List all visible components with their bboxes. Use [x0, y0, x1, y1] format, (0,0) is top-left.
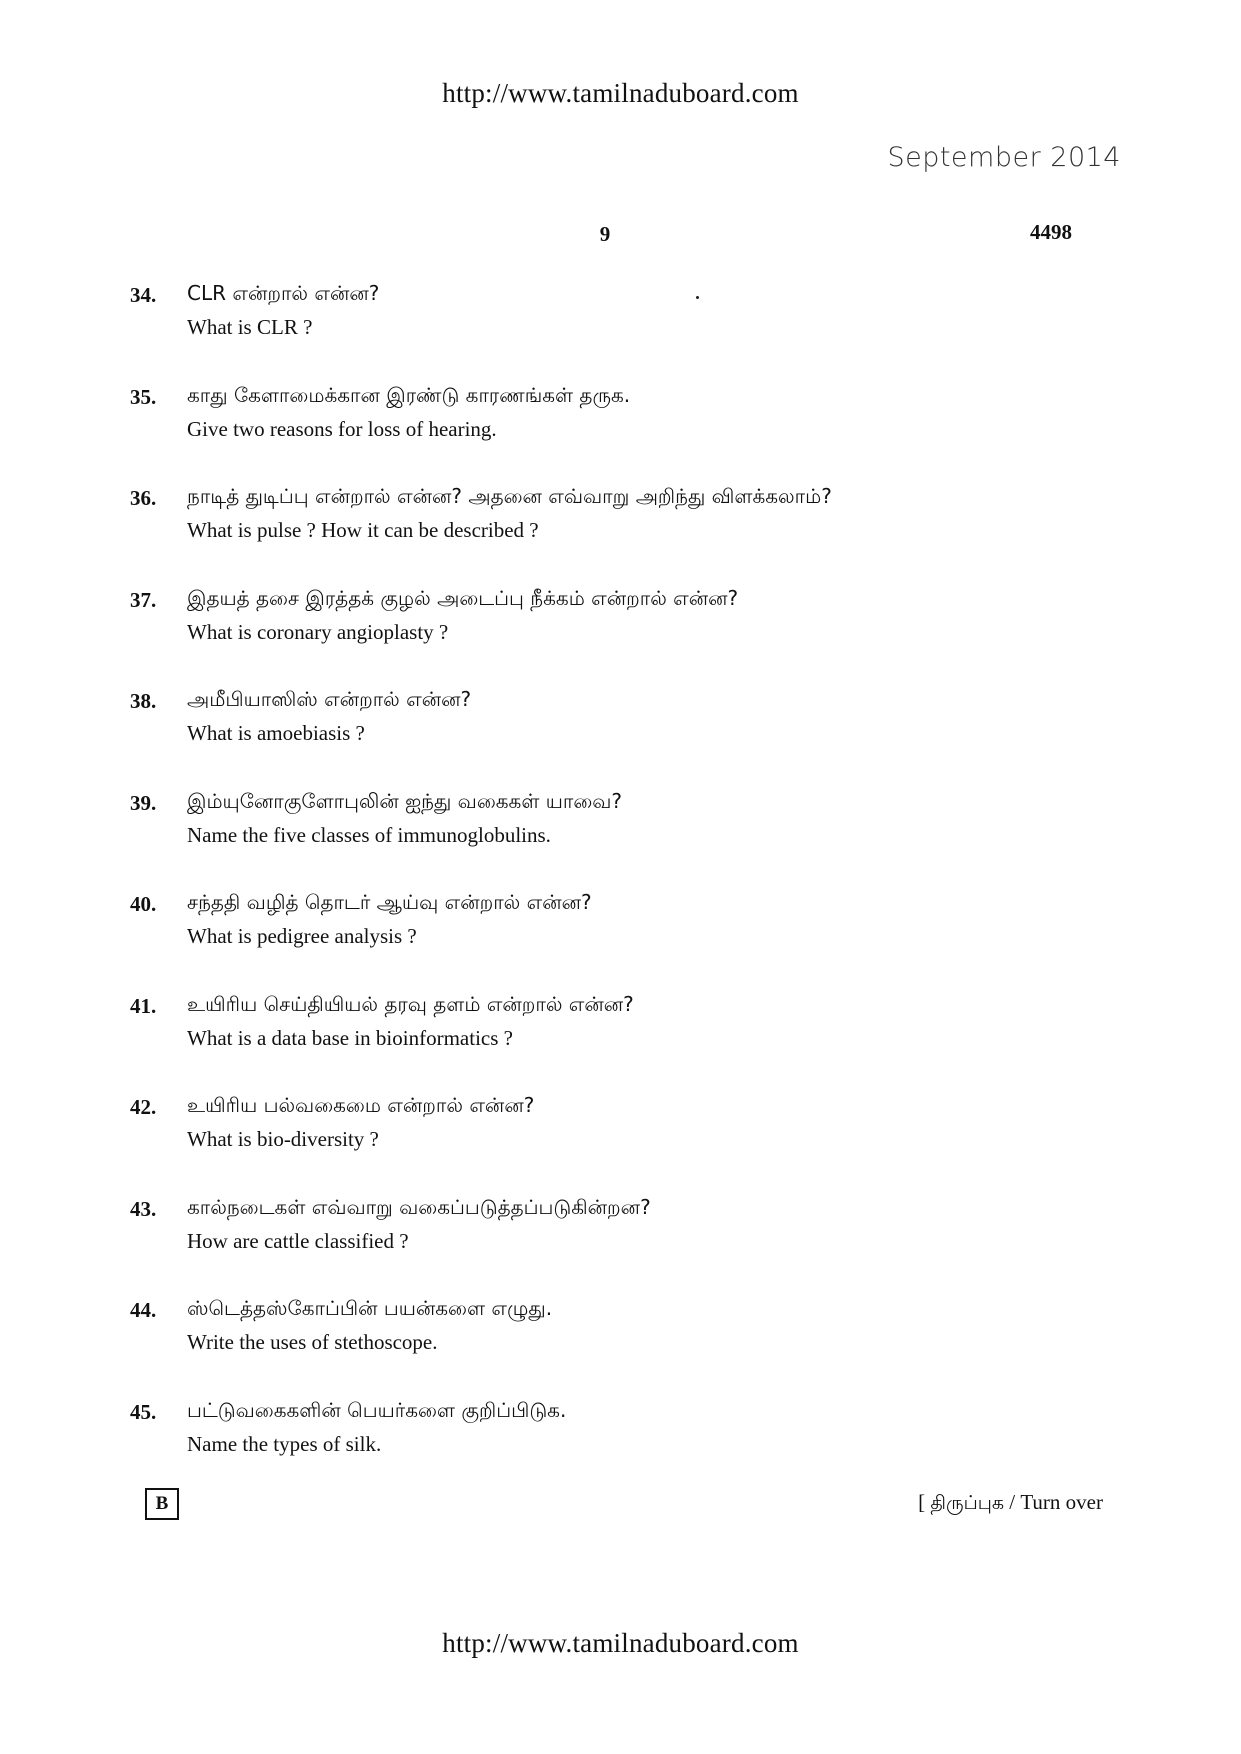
footer-url: http://www.tamilnaduboard.com [442, 1628, 799, 1658]
question-item [130, 283, 1110, 385]
question-item [130, 585, 1110, 690]
page-number: 9 [599, 222, 611, 246]
question-item [130, 689, 1110, 791]
question-item [130, 382, 1110, 487]
question-english: What is a data base in bioinformatics ? [187, 1025, 513, 1050]
question-item [130, 1397, 1110, 1502]
question-english: What is pulse ? How it can be described ? [187, 518, 539, 542]
question-tamil: உயிரிய செய்தியியல் தரவு தளம் என்றால் என்ன? [187, 991, 634, 1016]
question-item [130, 892, 1110, 994]
question-number: 45. [130, 1399, 157, 1424]
question-number: 37. [130, 587, 157, 612]
question-number: 38. [130, 689, 157, 713]
question-tamil: கால்நடைகள் எவ்வாறு வகைப்படுத்தப்படுகின்றன? [187, 1194, 651, 1219]
turn-over-separator: / [1004, 1490, 1021, 1514]
question-english: Give two reasons for loss of hearing. [187, 416, 497, 441]
question-english: What is amoebiasis ? [187, 721, 365, 745]
question-item [130, 788, 1110, 893]
question-tamil: அமீபியாஸிஸ் என்றால் என்ன? [187, 687, 472, 711]
question-english: Name the five classes of immunoglobulins. [187, 822, 551, 847]
question-tamil: இம்யுனோகுளோபுலின் ஐந்து வகைகள் யாவை? [187, 788, 623, 813]
question-number: 36. [130, 486, 157, 510]
question-number: 42. [130, 1095, 157, 1119]
turn-over-tamil: திருப்புக [930, 1492, 1004, 1514]
question-tamil: நாடித் துடிப்பு என்றால் என்ன? அதனை எவ்வாறு அறிந்து விளக்கலாம்? [187, 484, 832, 508]
question-tamil: ஸ்டெத்தஸ்கோப்பின் பயன்களை எழுது. [187, 1296, 553, 1320]
question-item [130, 1298, 1110, 1400]
question-english: Write the uses of stethoscope. [187, 1330, 438, 1354]
turn-over-english: Turn over [1020, 1490, 1103, 1514]
question-item [130, 991, 1110, 1096]
question-list [130, 283, 1110, 1501]
question-english: How are cattle classified ? [187, 1228, 409, 1253]
header-url: http://www.tamilnaduboard.com [442, 78, 799, 108]
question-number: 39. [130, 790, 157, 815]
question-english: Name the types of silk. [187, 1431, 382, 1456]
question-number: 41. [130, 993, 157, 1018]
question-number: 40. [130, 892, 157, 916]
question-tamil: இதயத் தசை இரத்தக் குழல் அடைப்பு நீக்கம் என்றால் என்ன? [187, 585, 739, 610]
question-english: What is CLR ? [187, 315, 313, 339]
question-number: 35. [130, 384, 157, 409]
turn-over-bracket: [ [918, 1490, 931, 1514]
question-tamil: CLR என்றால் என்ன? [187, 281, 380, 305]
question-item [130, 1095, 1110, 1197]
question-tamil: பட்டுவகைகளின் பெயர்களை குறிப்பிடுக. [187, 1397, 567, 1422]
question-number: 43. [130, 1196, 157, 1221]
question-english: What is bio-diversity ? [187, 1127, 379, 1151]
question-english: What is coronary angioplasty ? [187, 619, 449, 644]
question-tamil: சந்ததி வழித் தொடர் ஆய்வு என்றால் என்ன? [187, 890, 592, 914]
question-tamil: உயிரிய பல்வகைமை என்றால் என்ன? [187, 1093, 535, 1117]
question-english: What is pedigree analysis ? [187, 924, 417, 948]
question-number: 44. [130, 1298, 157, 1322]
question-number: 34. [130, 283, 157, 307]
question-tamil: காது கேளாமைக்கான இரண்டு காரணங்கள் தருக. [187, 382, 631, 407]
question-item [130, 1194, 1110, 1299]
paper-code: 4498 [1030, 220, 1072, 244]
handwritten-date-note: September 2014 [887, 142, 1121, 173]
question-item [130, 486, 1110, 588]
turn-over-note [918, 1490, 1103, 1517]
series-code-box: B [145, 1488, 179, 1520]
